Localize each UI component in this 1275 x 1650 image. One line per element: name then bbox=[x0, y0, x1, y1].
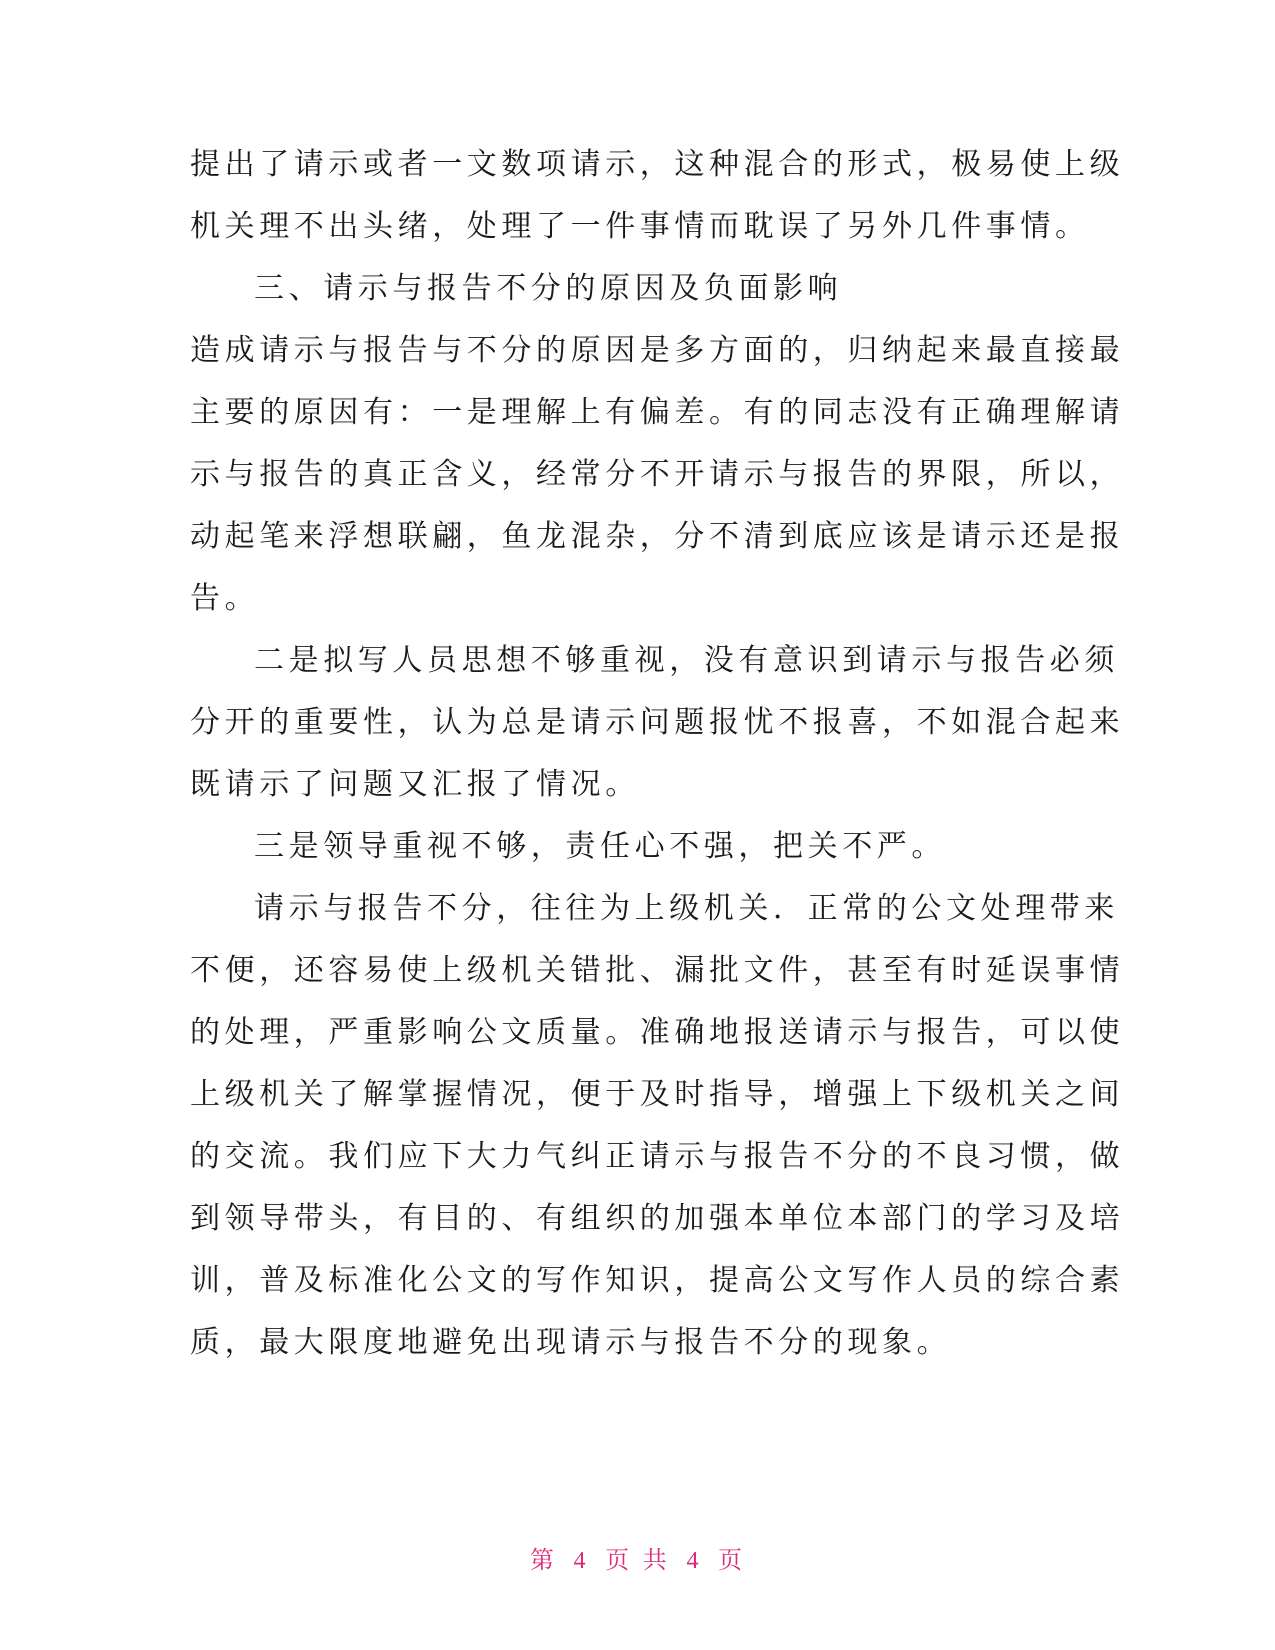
text-line: 训，普及标准化公文的写作知识，提高公文写作人员的综合素 bbox=[190, 1263, 1125, 1298]
text-line: 分开的重要性，认为总是请示问题报忧不报喜，不如混合起来 bbox=[190, 705, 1125, 740]
current-page-number: 4 bbox=[573, 1548, 589, 1574]
text-line: 造成请示与报告与不分的原因是多方面的，归纳起来最直接最 bbox=[190, 333, 1125, 368]
text-line: 提出了请示或者一文数项请示，这种混合的形式，极易使上级 bbox=[190, 147, 1125, 182]
text-line: 不便，还容易使上级机关错批、漏批文件，甚至有时延误事情 bbox=[190, 953, 1125, 988]
text-line: 机关理不出头绪，处理了一件事情而耽误了另外几件事情。 bbox=[190, 209, 1090, 244]
text-line: 告。 bbox=[190, 581, 260, 616]
text-line: 的处理，严重影响公文质量。准确地报送请示与报告，可以使 bbox=[190, 1015, 1125, 1050]
text-line: 的交流。我们应下大力气纠正请示与报告不分的不良习惯，做 bbox=[190, 1139, 1125, 1174]
text-line: 质，最大限度地避免出现请示与报告不分的现象。 bbox=[190, 1325, 952, 1360]
total-page-number: 4 bbox=[686, 1548, 702, 1574]
section-heading: 三、请示与报告不分的原因及负面影响 bbox=[254, 271, 843, 306]
text-line: 示与报告的真正含义，经常分不开请示与报告的界限，所以， bbox=[190, 457, 1125, 492]
text-line: 三是领导重视不够，责任心不强，把关不严。 bbox=[254, 829, 946, 864]
page-footer bbox=[0, 1540, 1275, 1575]
text-line: 主要的原因有：一是理解上有偏差。有的同志没有正确理解请 bbox=[190, 395, 1125, 430]
document-body bbox=[190, 134, 1125, 1374]
footer-prefix: 第 bbox=[529, 1546, 557, 1574]
text-line: 既请示了问题又汇报了情况。 bbox=[190, 767, 640, 802]
footer-suffix: 页 bbox=[718, 1546, 746, 1574]
text-line: 动起笔来浮想联翩，鱼龙混杂，分不清到底应该是请示还是报 bbox=[190, 519, 1125, 554]
footer-middle: 页 共 bbox=[605, 1546, 670, 1574]
text-line: 二是拟写人员思想不够重视，没有意识到请示与报告必须 bbox=[254, 643, 1119, 678]
text-line: 上级机关了解掌握情况，便于及时指导，增强上下级机关之间 bbox=[190, 1077, 1125, 1112]
text-line: 请示与报告不分，往往为上级机关．正常的公文处理带来 bbox=[254, 891, 1119, 926]
text-line: 到领导带头，有目的、有组织的加强本单位本部门的学习及培 bbox=[190, 1201, 1125, 1236]
